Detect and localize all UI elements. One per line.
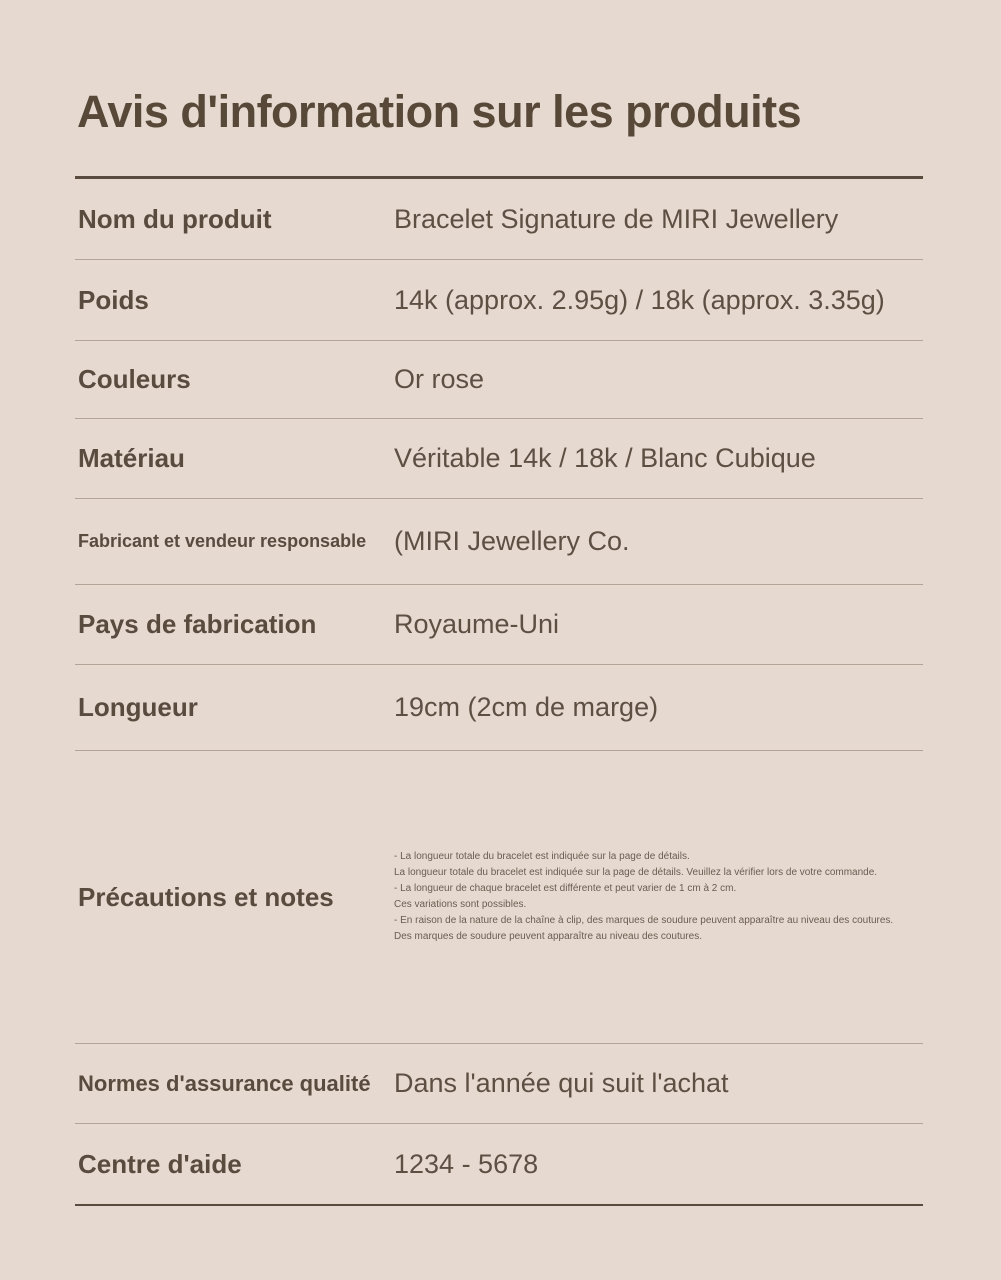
row-precautions xyxy=(75,751,923,1044)
row-label: Nom du produit xyxy=(78,203,272,234)
row-help-center xyxy=(75,1124,923,1204)
row-label: Normes d'assurance qualité xyxy=(78,1070,371,1096)
precaution-notes xyxy=(394,849,893,945)
note-line: La longueur totale du bracelet est indiquée sur la page de détails. Veuillez la vérifier lors de votre commande. xyxy=(394,867,878,878)
row-value: Or rose xyxy=(394,364,485,394)
row-label: Couleurs xyxy=(78,364,191,394)
row-value: Dans l'année qui suit l'achat xyxy=(394,1068,729,1098)
note-line: - La longueur de chaque bracelet est différente et peut varier de 1 cm à 2 cm. xyxy=(394,883,737,894)
row-value: Bracelet Signature de MIRI Jewellery xyxy=(394,203,839,234)
row-colors xyxy=(75,341,923,419)
product-info-table xyxy=(75,176,923,1206)
row-label: Précautions et notes xyxy=(78,881,334,912)
note-line: Des marques de soudure peuvent apparaître au niveau des coutures. xyxy=(394,931,702,942)
page-title: Avis d'information sur les produits xyxy=(77,86,802,137)
row-length xyxy=(75,665,923,751)
row-label: Pays de fabrication xyxy=(78,609,317,639)
note-line: Ces variations sont possibles. xyxy=(394,899,527,910)
row-manufacturer xyxy=(75,499,923,585)
row-label: Fabricant et vendeur responsable xyxy=(78,531,367,551)
row-country xyxy=(75,585,923,665)
row-value: 14k (approx. 2.95g) / 18k (approx. 3.35g) xyxy=(394,284,885,315)
row-product-name xyxy=(75,179,923,260)
row-quality xyxy=(75,1044,923,1124)
row-value: 1234 - 5678 xyxy=(394,1148,539,1179)
row-value: (MIRI Jewellery Co. xyxy=(394,526,630,556)
row-label: Longueur xyxy=(78,692,198,722)
row-material xyxy=(75,419,923,499)
row-value: 19cm (2cm de marge) xyxy=(394,692,659,722)
row-label: Centre d'aide xyxy=(78,1148,242,1179)
row-value: Véritable 14k / 18k / Blanc Cubique xyxy=(394,443,816,473)
note-line: - En raison de la nature de la chaîne à clip, des marques de soudure peuvent apparaître au niveau des coutures. xyxy=(394,915,894,926)
row-label: Poids xyxy=(78,284,149,315)
note-line: - La longueur totale du bracelet est indiquée sur la page de détails. xyxy=(394,851,690,862)
row-weight xyxy=(75,260,923,341)
row-value: Royaume-Uni xyxy=(394,609,560,639)
row-label: Matériau xyxy=(78,443,185,473)
